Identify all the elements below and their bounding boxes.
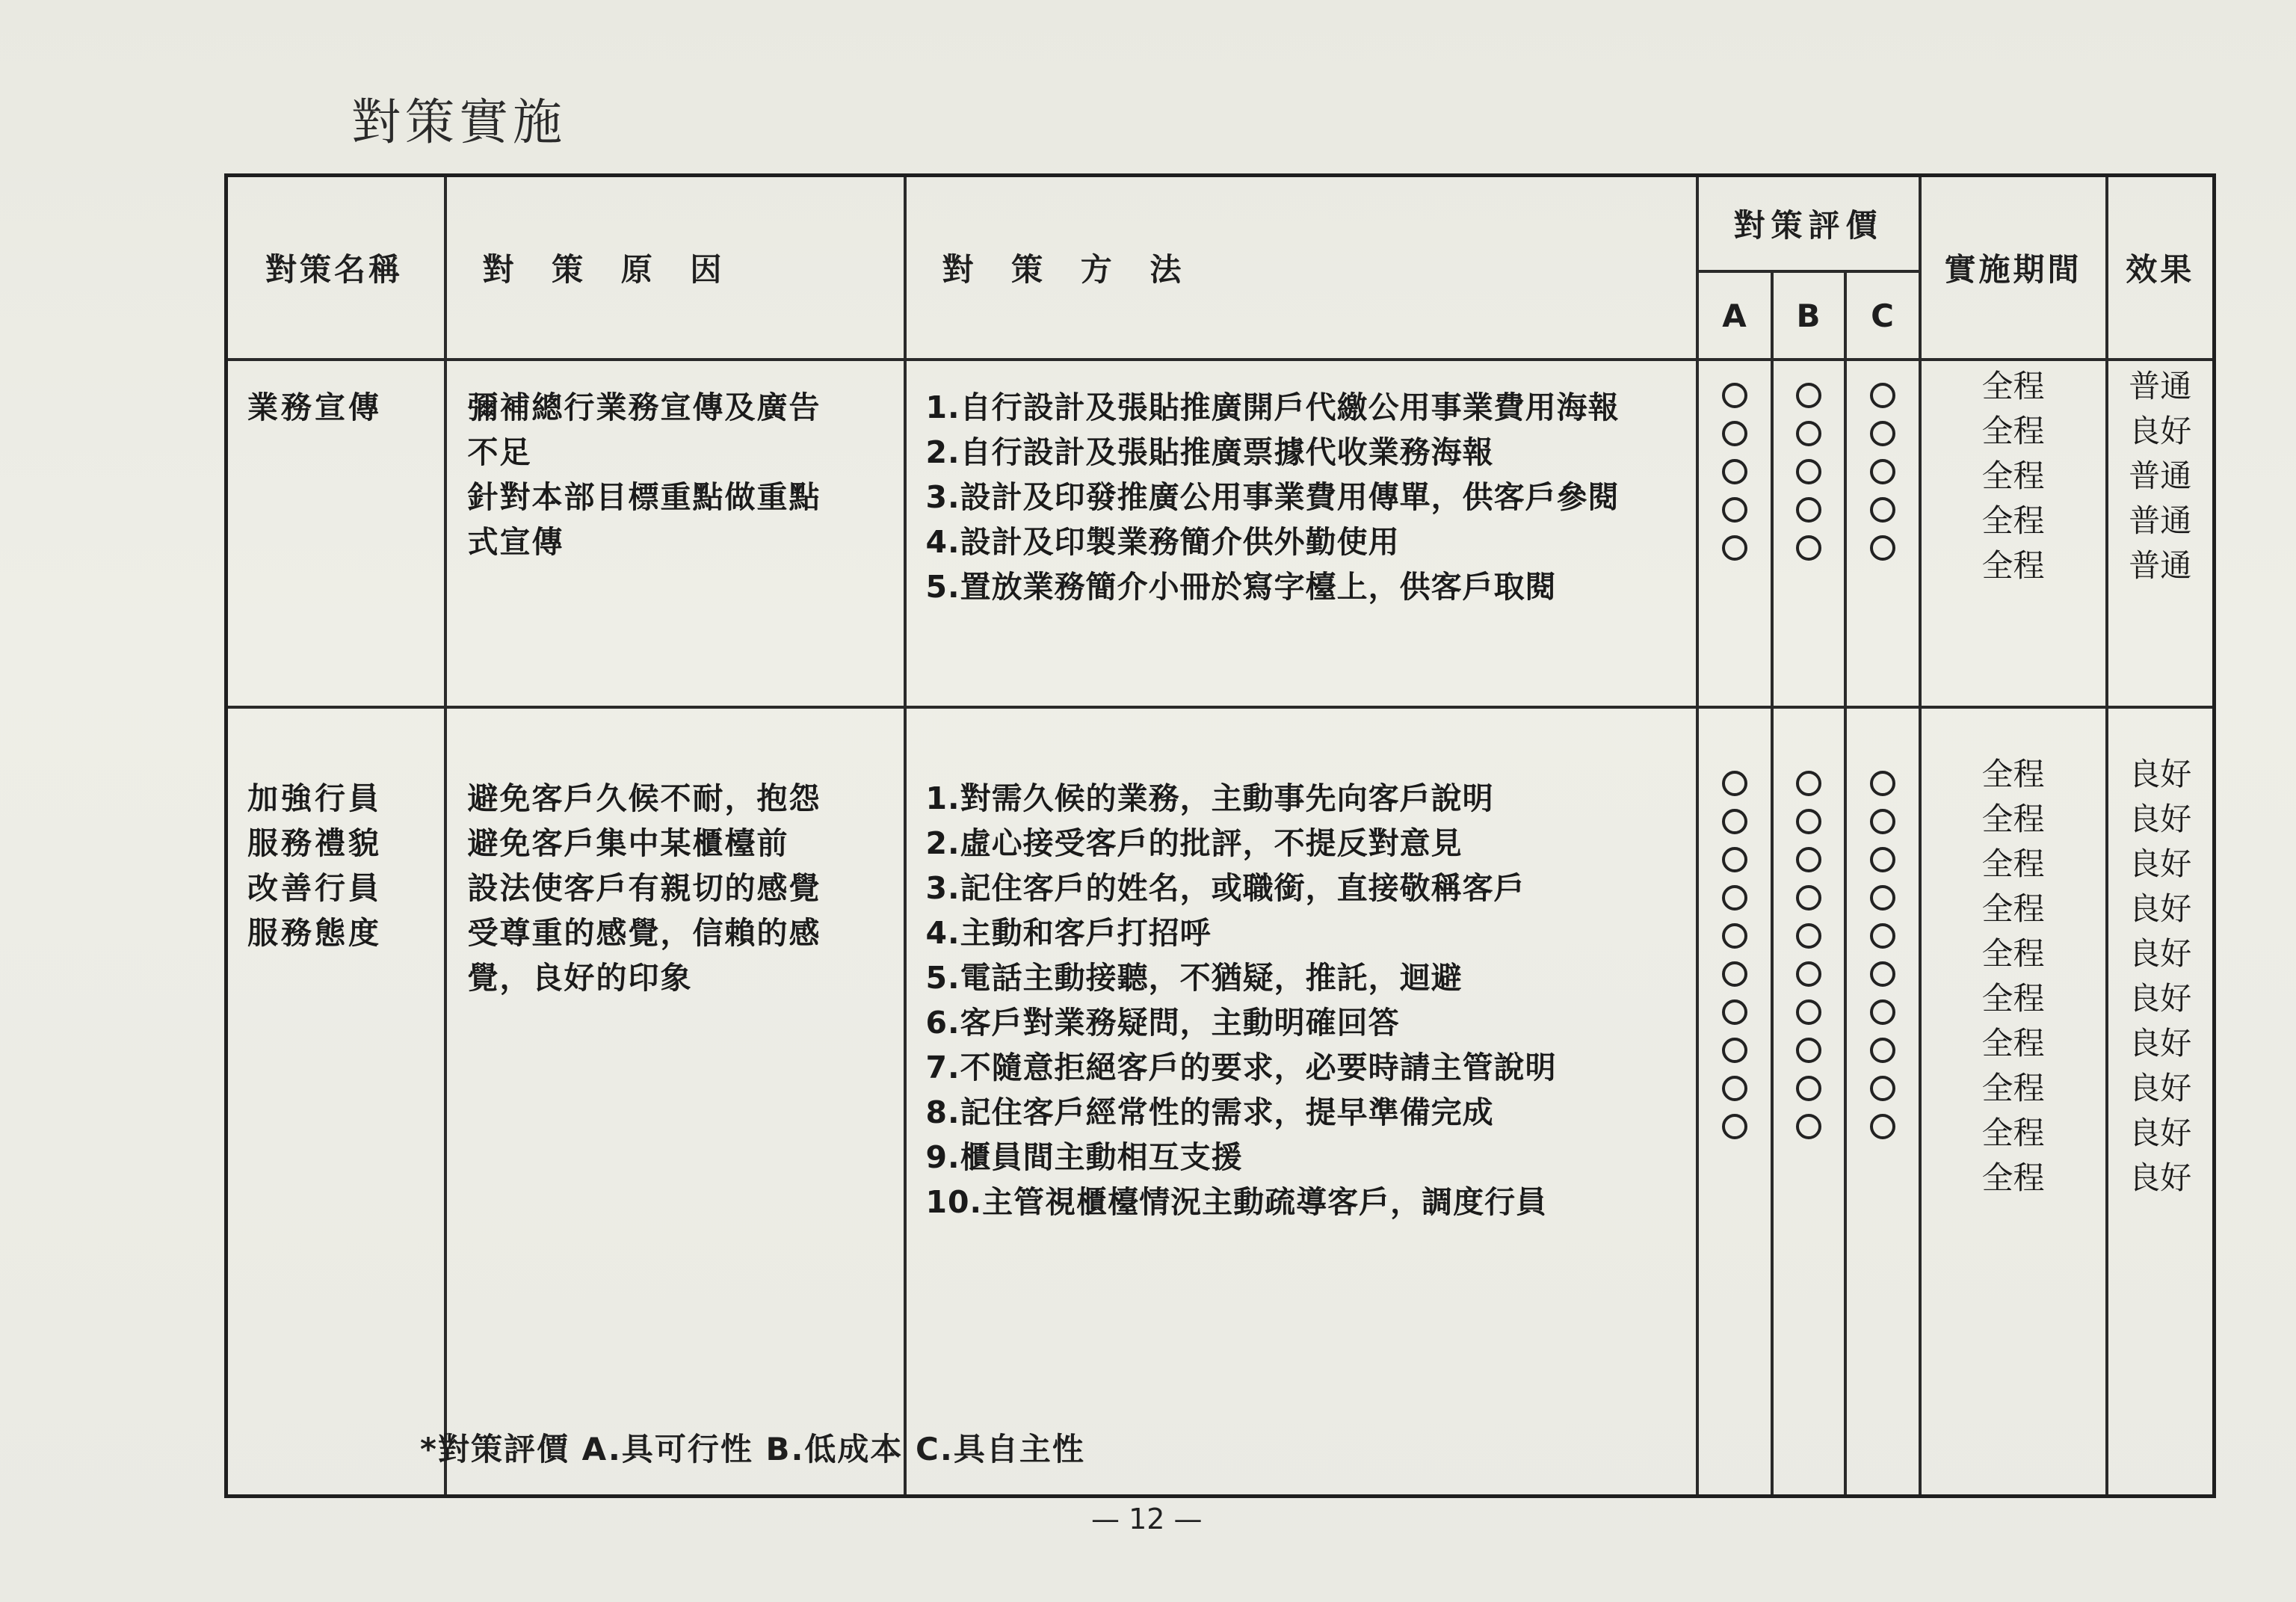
period-value: 全程 [1981, 1070, 2045, 1106]
countermeasure-name-cell [226, 360, 445, 707]
eval-a-cell [1697, 360, 1772, 707]
circle-mark [1722, 459, 1747, 484]
period-value: 全程 [1981, 801, 2045, 837]
effect-value: 普通 [2129, 458, 2192, 494]
circle-mark [1870, 1114, 1895, 1139]
header-implementation-period: 實施期間 [1920, 176, 2107, 360]
circle-mark [1722, 383, 1747, 408]
period-value: 全程 [1981, 1025, 2045, 1062]
name-line: 業務宣傳 [247, 389, 382, 425]
reason-line: 覺，良好的印象 [467, 960, 693, 996]
header-effect: 效果 [2107, 176, 2215, 360]
reason-line: 設法使客戶有親切的感覺 [467, 870, 821, 906]
period-value: 全程 [1981, 935, 2045, 972]
circle-mark [1870, 771, 1895, 796]
effect-value: 普通 [2129, 502, 2192, 539]
circle-mark [1796, 1038, 1821, 1063]
period-value: 全程 [1981, 413, 2045, 449]
effect-value: 良好 [2129, 413, 2192, 449]
circle-mark [1870, 1038, 1895, 1063]
countermeasure-table [224, 173, 2216, 1498]
circle-mark [1796, 497, 1821, 523]
effect-value: 良好 [2129, 1159, 2192, 1196]
circle-mark [1722, 885, 1747, 911]
circle-mark [1722, 961, 1747, 987]
header-countermeasure-method: 對 策 方 法 [905, 176, 1697, 360]
effect-value: 良好 [2129, 845, 2192, 882]
circle-mark [1870, 923, 1895, 949]
period-value: 全程 [1981, 980, 2045, 1017]
circle-mark [1796, 809, 1821, 834]
countermeasure-method-cell [905, 707, 1697, 1497]
circle-mark [1796, 885, 1821, 911]
circle-mark [1796, 1076, 1821, 1101]
circle-mark [1796, 459, 1821, 484]
circle-mark [1870, 497, 1895, 523]
circle-mark [1796, 535, 1821, 561]
method-line: 4.主動和客戶打招呼 [925, 915, 1212, 951]
circle-mark [1870, 885, 1895, 911]
method-line: 8.記住客戶經常性的需求，提早準備完成 [925, 1094, 1494, 1130]
effect-value: 良好 [2129, 980, 2192, 1017]
reason-line: 不足 [467, 434, 532, 470]
circle-mark [1870, 383, 1895, 408]
header-countermeasure-reason: 對 策 原 因 [445, 176, 905, 360]
table-row [226, 707, 2215, 1497]
header-eval-b: B [1772, 271, 1845, 360]
method-line: 1.對需久候的業務，主動事先向客戶說明 [925, 780, 1494, 816]
period-value: 全程 [1981, 845, 2045, 882]
method-line: 10.主管視櫃檯情況主動疏導客戶，調度行員 [925, 1184, 1548, 1220]
reason-line: 避免客戶集中某櫃檯前 [467, 825, 789, 861]
circle-mark [1796, 961, 1821, 987]
circle-mark [1722, 1038, 1747, 1063]
name-line: 加強行員 [247, 780, 382, 816]
page-title: 對策實施 [351, 93, 567, 151]
eval-c-cell [1845, 360, 1920, 707]
header-countermeasure-name: 對策名稱 [226, 176, 445, 360]
circle-mark [1870, 999, 1895, 1025]
circle-mark [1870, 421, 1895, 446]
circle-mark [1870, 847, 1895, 872]
method-line: 5.電話主動接聽，不猶疑，推託，迴避 [925, 960, 1463, 996]
effect-cell [2107, 707, 2215, 1497]
effect-value: 良好 [2129, 935, 2192, 972]
countermeasure-name-cell [226, 707, 445, 1497]
circle-mark [1722, 535, 1747, 561]
effect-value: 普通 [2129, 368, 2192, 404]
method-line: 5.置放業務簡介小冊於寫字檯上，供客戶取閱 [925, 569, 1557, 605]
evaluation-footnote: *對策評價 A.具可行性 B.低成本 C.具自主性 [420, 1431, 1085, 1467]
page-number: — 12 — [1091, 1503, 1203, 1535]
method-line: 3.記住客戶的姓名，或職銜，直接敬稱客戶 [925, 870, 1525, 906]
countermeasure-reason-cell [445, 707, 905, 1497]
period-value: 全程 [1981, 1159, 2045, 1196]
method-line: 6.客戶對業務疑問，主動明確回答 [925, 1005, 1400, 1041]
reason-line: 針對本部目標重點做重點 [467, 479, 821, 515]
circle-mark [1722, 1114, 1747, 1139]
effect-value: 良好 [2129, 1025, 2192, 1062]
circle-mark [1796, 421, 1821, 446]
method-line: 4.設計及印製業務簡介供外勤使用 [925, 524, 1400, 560]
eval-b-cell [1772, 707, 1845, 1497]
header-eval-c: C [1845, 271, 1920, 360]
circle-mark [1796, 999, 1821, 1025]
name-line: 服務態度 [247, 915, 382, 951]
effect-value: 良好 [2129, 756, 2192, 792]
circle-mark [1796, 771, 1821, 796]
circle-mark [1722, 771, 1747, 796]
method-line: 2.虛心接受客戶的批評，不提反對意見 [925, 825, 1463, 861]
period-value: 全程 [1981, 458, 2045, 494]
circle-mark [1870, 459, 1895, 484]
circle-mark [1796, 383, 1821, 408]
effect-value: 良好 [2129, 890, 2192, 927]
period-value: 全程 [1981, 368, 2045, 404]
circle-mark [1722, 847, 1747, 872]
effect-cell [2107, 360, 2215, 707]
circle-mark [1722, 421, 1747, 446]
header-eval-a: A [1697, 271, 1772, 360]
reason-line: 彌補總行業務宣傳及廣告 [467, 389, 821, 425]
reason-line: 式宣傳 [467, 524, 564, 560]
circle-mark [1796, 847, 1821, 872]
implementation-period-cell [1920, 707, 2107, 1497]
countermeasure-reason-cell [445, 360, 905, 707]
eval-a-cell [1697, 707, 1772, 1497]
name-line: 改善行員 [247, 870, 382, 906]
reason-line: 受尊重的感覺，信賴的感 [467, 915, 821, 951]
method-line: 3.設計及印發推廣公用事業費用傳單，供客戶參閱 [925, 479, 1620, 515]
effect-value: 良好 [2129, 1115, 2192, 1151]
effect-value: 良好 [2129, 801, 2192, 837]
method-line: 2.自行設計及張貼推廣票據代收業務海報 [925, 434, 1494, 470]
header-countermeasure-evaluation: 對策評價 [1697, 176, 1920, 272]
implementation-period-cell [1920, 360, 2107, 707]
name-line: 服務禮貌 [247, 825, 382, 861]
circle-mark [1722, 1076, 1747, 1101]
circle-mark [1722, 497, 1747, 523]
eval-b-cell [1772, 360, 1845, 707]
circle-mark [1870, 961, 1895, 987]
period-value: 全程 [1981, 890, 2045, 927]
circle-mark [1870, 1076, 1895, 1101]
circle-mark [1722, 809, 1747, 834]
circle-mark [1796, 1114, 1821, 1139]
circle-mark [1870, 809, 1895, 834]
method-line: 1.自行設計及張貼推廣開戶代繳公用事業費用海報 [925, 389, 1620, 425]
reason-line: 避免客戶久候不耐，抱怨 [467, 780, 821, 816]
effect-value: 普通 [2129, 547, 2192, 584]
method-line: 7.不隨意拒絕客戶的要求，必要時請主管說明 [925, 1050, 1557, 1085]
period-value: 全程 [1981, 502, 2045, 539]
circle-mark [1870, 535, 1895, 561]
effect-value: 良好 [2129, 1070, 2192, 1106]
countermeasure-method-cell [905, 360, 1697, 707]
eval-c-cell [1845, 707, 1920, 1497]
circle-mark [1722, 999, 1747, 1025]
table-row [226, 360, 2215, 707]
period-value: 全程 [1981, 1115, 2045, 1151]
circle-mark [1796, 923, 1821, 949]
period-value: 全程 [1981, 756, 2045, 792]
method-line: 9.櫃員間主動相互支援 [925, 1139, 1243, 1175]
period-value: 全程 [1981, 547, 2045, 584]
circle-mark [1722, 923, 1747, 949]
